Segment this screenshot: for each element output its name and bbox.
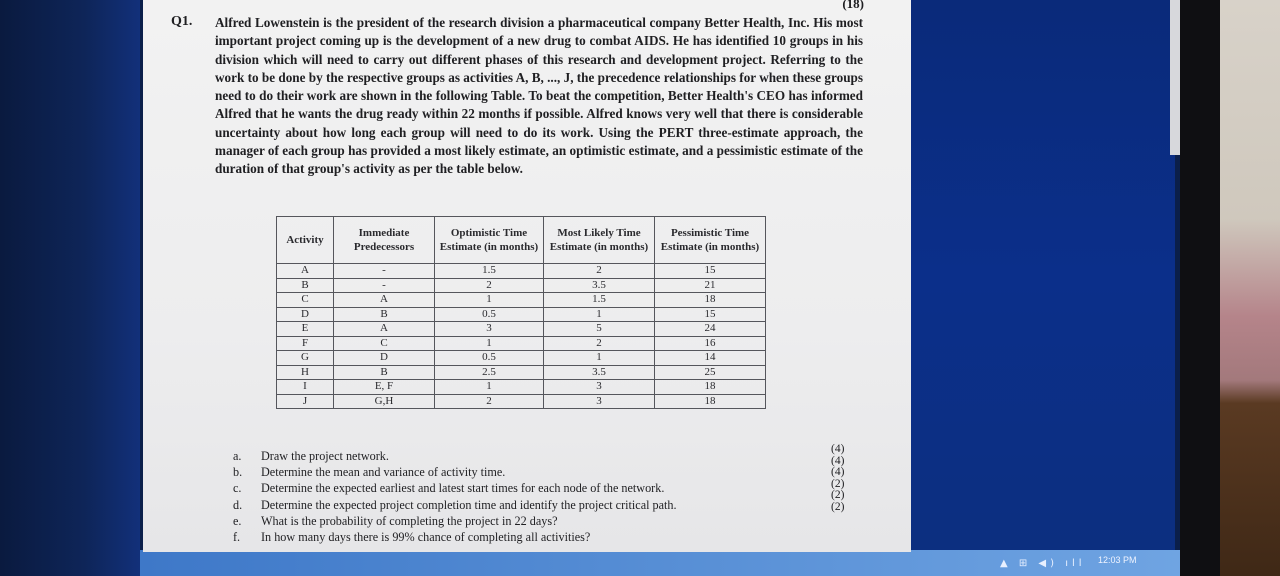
cell-optimistic: 2: [435, 278, 544, 293]
subquestion-text: Determine the expected earliest and latest start times for each node of the network.: [261, 481, 665, 496]
cell-pessimistic: 18: [655, 293, 766, 308]
cell-pessimistic: 16: [655, 336, 766, 351]
table-row: [277, 278, 766, 293]
subquestion-text: In how many days there is 99% chance of completing all activities?: [261, 530, 591, 545]
cell-most-likely: 1: [544, 307, 655, 322]
subquestion-text: Determine the expected project completion time and identify the project critical path.: [261, 497, 677, 512]
cell-pessimistic: 15: [655, 264, 766, 279]
cell-activity: G: [277, 351, 334, 366]
taskbar-clock[interactable]: 12:03 PM: [1098, 555, 1137, 565]
system-tray-icons[interactable]: ▲ ⊞ ◀) ıll: [1000, 558, 1086, 569]
cell-most-likely: 2: [544, 336, 655, 351]
subquestion-marks: (4): [831, 443, 845, 455]
cell-most-likely: 3.5: [544, 278, 655, 293]
cell-pessimistic: 18: [655, 394, 766, 409]
header-pessimistic: Pessimistic Time Estimate (in months): [655, 217, 766, 264]
cell-optimistic: 0.5: [435, 351, 544, 366]
list-item: [233, 477, 873, 496]
list-item: [233, 497, 873, 513]
cell-activity: A: [277, 264, 334, 279]
cell-activity: C: [277, 293, 334, 308]
cell-activity: F: [277, 336, 334, 351]
cell-most-likely: 3.5: [544, 365, 655, 380]
table-row: [277, 351, 766, 366]
cell-predecessors: D: [334, 351, 435, 366]
cell-activity: H: [277, 365, 334, 380]
cell-pessimistic: 24: [655, 322, 766, 337]
cell-most-likely: 3: [544, 380, 655, 395]
cell-optimistic: 1: [435, 336, 544, 351]
subquestion-letter: b.: [233, 465, 243, 480]
cell-optimistic: 3: [435, 322, 544, 337]
cell-optimistic: 1: [435, 380, 544, 395]
cell-activity: E: [277, 322, 334, 337]
cell-predecessors: -: [334, 278, 435, 293]
subquestion-marks: (4): [831, 454, 845, 467]
cell-pessimistic: 18: [655, 380, 766, 395]
question-text: Alfred Lowenstein is the president of the research division a pharmaceutical company Better Health, Inc. His most important project coming up is the development of a new drug to combat AIDS. He has identified 10 groups in his division which will need to carry out different phases of this research and development project. Referring to the work to be done by the respective groups as activities A, B, ..., J, the precedence relationships for when these groups need to do their work are shown in the following Table. To beat the competition, Better Health's CEO has informed Alfred that he wants the drug ready within 22 months if possible. Alfred knows very well that there is considerable uncertainty about how long each group will need to do its work. Using the PERT three-estimate approach, the manager of each group has provided a most likely estimate, an optimistic estimate, and a pessimistic estimate of the duration of that group's activity as per the table below.: [215, 15, 864, 177]
table-body: [277, 264, 766, 409]
subquestion-text: Determine the mean and variance of activity time.: [261, 465, 506, 480]
total-marks: (18): [842, 0, 864, 11]
cell-pessimistic: 21: [655, 278, 766, 293]
cell-optimistic: 2.5: [435, 365, 544, 380]
cell-predecessors: C: [334, 336, 435, 351]
cell-activity: I: [277, 380, 334, 395]
subquestion-list: [233, 448, 873, 545]
subquestion-marks: (4): [831, 466, 845, 478]
cell-most-likely: 2: [544, 264, 655, 279]
marks-column: [831, 444, 844, 513]
cell-optimistic: 1: [435, 293, 544, 308]
table-row: [277, 336, 766, 351]
list-item: [233, 448, 873, 464]
list-item: [233, 513, 873, 529]
cell-activity: B: [277, 278, 334, 293]
subquestion-marks: (2): [831, 500, 845, 513]
cell-pessimistic: 14: [655, 351, 766, 366]
monitor-left-bezel: [0, 0, 140, 576]
pert-table: [276, 216, 766, 409]
subquestion-marks: (2): [831, 489, 845, 501]
subquestion-letter: e.: [233, 513, 242, 528]
cell-predecessors: A: [334, 322, 435, 337]
table-row: [277, 293, 766, 308]
cell-most-likely: 5: [544, 322, 655, 337]
desktop-background: [905, 0, 1175, 550]
cell-activity: D: [277, 307, 334, 322]
monitor-frame: [1180, 0, 1220, 576]
cell-predecessors: B: [334, 307, 435, 322]
table-row: [277, 380, 766, 395]
cell-most-likely: 1: [544, 351, 655, 366]
cell-most-likely: 3: [544, 394, 655, 409]
cell-activity: J: [277, 394, 334, 409]
header-activity: Activity: [277, 217, 334, 264]
cell-pessimistic: 15: [655, 307, 766, 322]
room-background: [1220, 0, 1280, 576]
cell-most-likely: 1.5: [544, 293, 655, 308]
table-row: [277, 365, 766, 380]
cell-predecessors: E, F: [334, 380, 435, 395]
cell-predecessors: B: [334, 365, 435, 380]
cell-predecessors: G,H: [334, 394, 435, 409]
cell-predecessors: -: [334, 264, 435, 279]
cell-optimistic: 0.5: [435, 307, 544, 322]
table-row: [277, 394, 766, 409]
cell-pessimistic: 25: [655, 365, 766, 380]
subquestion-letter: c.: [233, 481, 242, 496]
question-number: Q1.: [171, 14, 193, 29]
list-item: [233, 464, 873, 480]
subquestion-letter: f.: [233, 530, 241, 545]
subquestion-letter: a.: [233, 449, 242, 463]
subquestion-letter: d.: [233, 497, 243, 512]
cell-optimistic: 1.5: [435, 264, 544, 279]
table-header-row: [277, 217, 766, 264]
cell-predecessors: A: [334, 293, 435, 308]
header-most-likely: Most Likely Time Estimate (in months): [544, 217, 655, 264]
subquestion-text: What is the probability of completing the project in 22 days?: [261, 513, 558, 528]
subquestion-text: Draw the project network.: [261, 449, 389, 463]
list-item: [233, 529, 873, 545]
document-page: [143, 0, 911, 552]
table-row: [277, 307, 766, 322]
cell-optimistic: 2: [435, 394, 544, 409]
table-row: [277, 264, 766, 279]
subquestion-marks: (2): [831, 477, 845, 490]
header-optimistic: Optimistic Time Estimate (in months): [435, 217, 544, 264]
header-predecessors: Immediate Predecessors: [334, 217, 435, 264]
table-row: [277, 322, 766, 337]
